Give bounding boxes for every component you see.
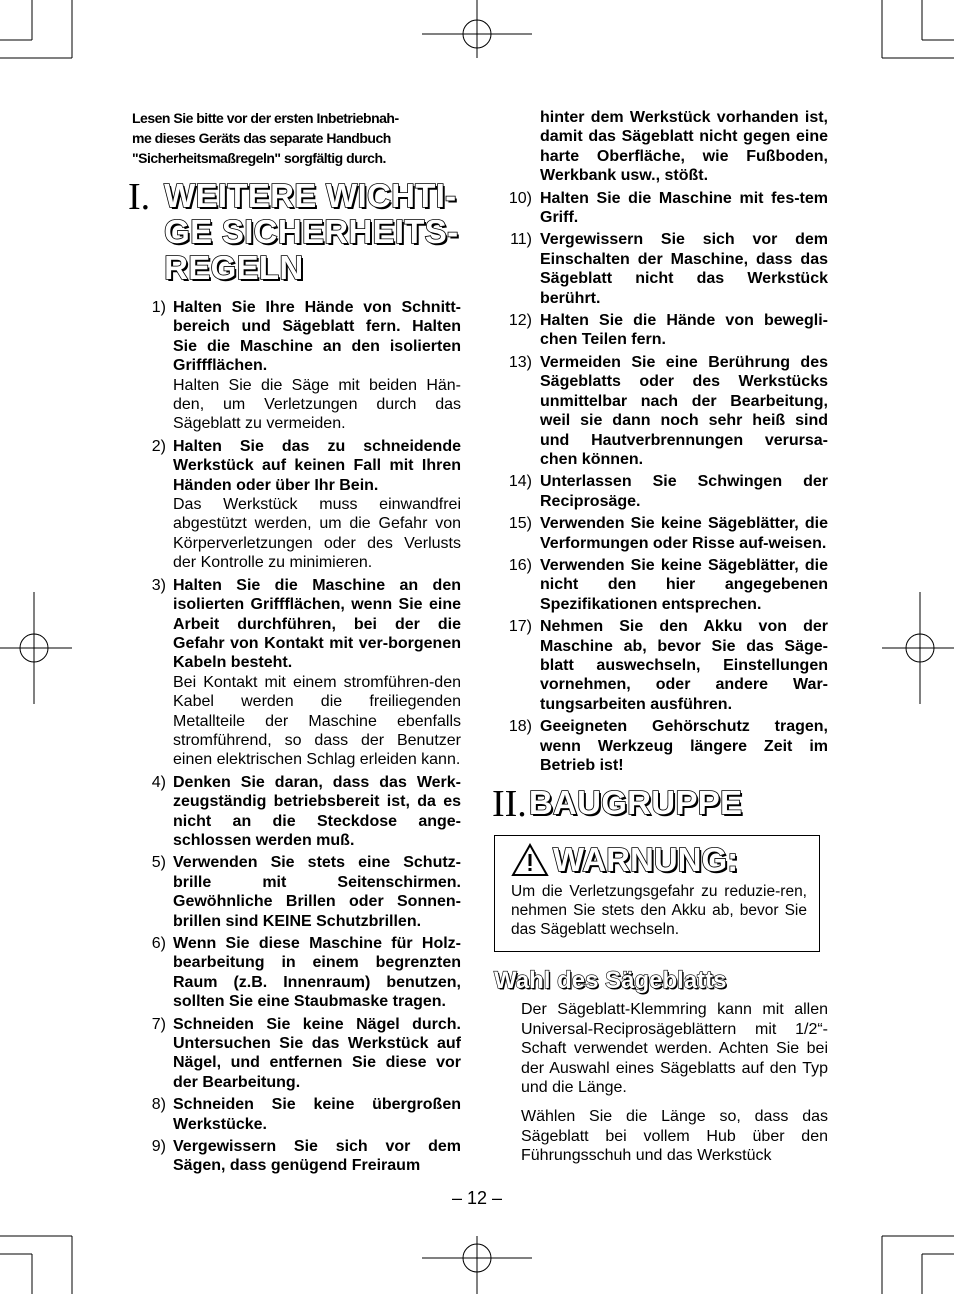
warning-heading bbox=[511, 840, 807, 880]
registration-mark-right bbox=[882, 592, 954, 704]
list-item: 13) Vermeiden Sie eine Berührung des Sägeblatts oder des Werkstücks unmittelbar nach der Bearbeitung, weil sie dann noch sehr heiß sind und Hautverbrennungen verursa-chen können. bbox=[508, 353, 828, 468]
list-item: 2) Halten Sie das zu schneidende Werkstück auf keinen Fall mit Ihren Händen oder über Ihr Bein. Das Werkstück muss einwandfrei abgestützt werden, um die Gefahr von Körperverletzungen oder des Verlusts der Kontrolle zu minimieren. bbox=[151, 437, 461, 572]
list-item: 10) Halten Sie die Maschine mit fes-tem Griff. bbox=[508, 189, 828, 227]
list-item: 11) Vergewissern Sie sich vor dem Einschalten der Maschine, dass das Sägeblatt nicht das Werkstück berührt. bbox=[510, 231, 828, 307]
warning-text: Um die Verletzungsgefahr zu reduzie-ren, nehmen Sie stets den Akku ab, bevor Sie das Sägeblatt wechseln. bbox=[511, 883, 807, 939]
safety-rules-list-left bbox=[128, 298, 461, 1176]
section-1-heading bbox=[128, 178, 461, 286]
subsection-title: Wahl des Sägeblatts bbox=[494, 967, 727, 995]
list-item: 1) Halten Sie Ihre Hände von Schnitt-bereich und Sägeblatt fern. Halten Sie die Maschine an den isolierten Griffflächen. Halten Sie die Säge mit beiden Hän-den, um Verletzungen durch das Sägeblatt zu vermeiden. bbox=[151, 299, 461, 433]
list-item-continuation: hinter dem Werkstück vorhanden ist, damit das Sägeblatt nicht gegen eine harte Oberfläche, wie Fußboden, Werkbank usw., stößt. bbox=[540, 109, 828, 185]
left-column bbox=[128, 108, 461, 1179]
list-item: 14) Unterlassen Sie Schwingen der Reciprosäge. bbox=[508, 473, 828, 510]
list-item: 5) Verwenden Sie stets eine Schutz-brille mit Seitenschirmen. Gewöhnliche Brillen oder Sonnen-brillen sind KEINE Schutzbrillen. bbox=[151, 854, 461, 930]
registration-mark-left bbox=[0, 592, 72, 704]
list-item: 6) Wenn Sie diese Maschine für Holz-bearbeitung in einem begrenzten Raum (z.B. Innenraum) benutzen, sollten Sie eine Staubmaske tragen. bbox=[151, 935, 461, 1011]
page-number: – 12 – bbox=[451, 1188, 503, 1208]
list-item: 8) Schneiden Sie keine übergroßen Werkstücke. bbox=[151, 1096, 461, 1133]
list-item: 7) Schneiden Sie keine Nägel durch. Untersuchen Sie das Werkstück auf Nägel, und entfernen Sie diese vor der Bearbeitung. bbox=[151, 1015, 461, 1091]
list-item: 9) Vergewissern Sie sich vor dem Sägen, dass genügend Freiraum bbox=[151, 1138, 461, 1175]
registration-mark-bottom bbox=[422, 1236, 532, 1294]
list-item: 15) Verwenden Sie keine Sägeblätter, die Verformungen oder Risse auf-weisen. bbox=[508, 515, 828, 552]
intro-note: Lesen Sie bitte vor der ersten Inbetriebnah- me dieses Geräts das separate Handbuch "Sicherheitsmaßregeln" sorgfältig durch. bbox=[132, 110, 399, 166]
list-item: 18) Geeigneten Gehörschutz tragen, wenn Werkzeug längere Zeit im Betrieb ist! bbox=[508, 718, 828, 774]
list-item: 16) Verwenden Sie keine Sägeblätter, die nicht den hier angegebenen Spezifikationen entsprechen. bbox=[508, 556, 828, 613]
section-1-number: I. bbox=[128, 176, 151, 218]
safety-rules-list-right bbox=[500, 108, 828, 775]
registration-mark-top bbox=[422, 0, 532, 58]
warning-title: WARNUNG: bbox=[553, 841, 739, 879]
list-item: 17) Nehmen Sie den Akku von der Maschine ab, bevor Sie das Säge-blatt auswechseln, Einstellungen vornehmen, oder andere War-tungsarbeiten ausführen. bbox=[508, 618, 828, 713]
warning-box bbox=[494, 835, 820, 952]
paragraph: Der Sägeblatt-Klemmring kann mit allen Universal-Reciprosägeblättern mit 1/2“-Schaft verwendet werden. Achten Sie bei der Auswahl eines Sägeblatts auf den Typ und die Länge. bbox=[521, 1001, 828, 1097]
section-2-number: II. bbox=[492, 783, 527, 826]
paragraph: Wählen Sie die Länge so, dass das Sägeblatt bei vollem Hub über den Führungsschuh und das Werkstück bbox=[521, 1108, 828, 1165]
warning-triangle-icon bbox=[511, 843, 549, 877]
list-item: 12) Halten Sie die Hände von bewegli-chen Teilen fern. bbox=[508, 312, 828, 349]
list-item: 4) Denken Sie daran, dass das Werk-zeugständig betriebsbereit ist, da es nicht an die Steckdose ange-schlossen werden muß. bbox=[151, 773, 461, 849]
list-item: 3) Halten Sie die Maschine an den isolierten Griffflächen, wenn Sie eine Arbeit durchführen, bei der die Gefahr von Kontakt mit ver-borgenen Kabeln besteht. Bei Kontakt mit einem stromführen-den Kabel werden die freiliegenden Metallteile der Maschine ebenfalls stromführend, so dass der Benutzer einen elektrischen Schlag erleiden kann. bbox=[151, 576, 461, 769]
section-2-title: BAUGRUPPE bbox=[528, 784, 743, 822]
section-1-title: WEITERE WICHTI- GE SICHERHEITS- REGELN bbox=[164, 177, 459, 286]
section-2-heading bbox=[492, 783, 828, 826]
right-column bbox=[492, 108, 828, 1176]
